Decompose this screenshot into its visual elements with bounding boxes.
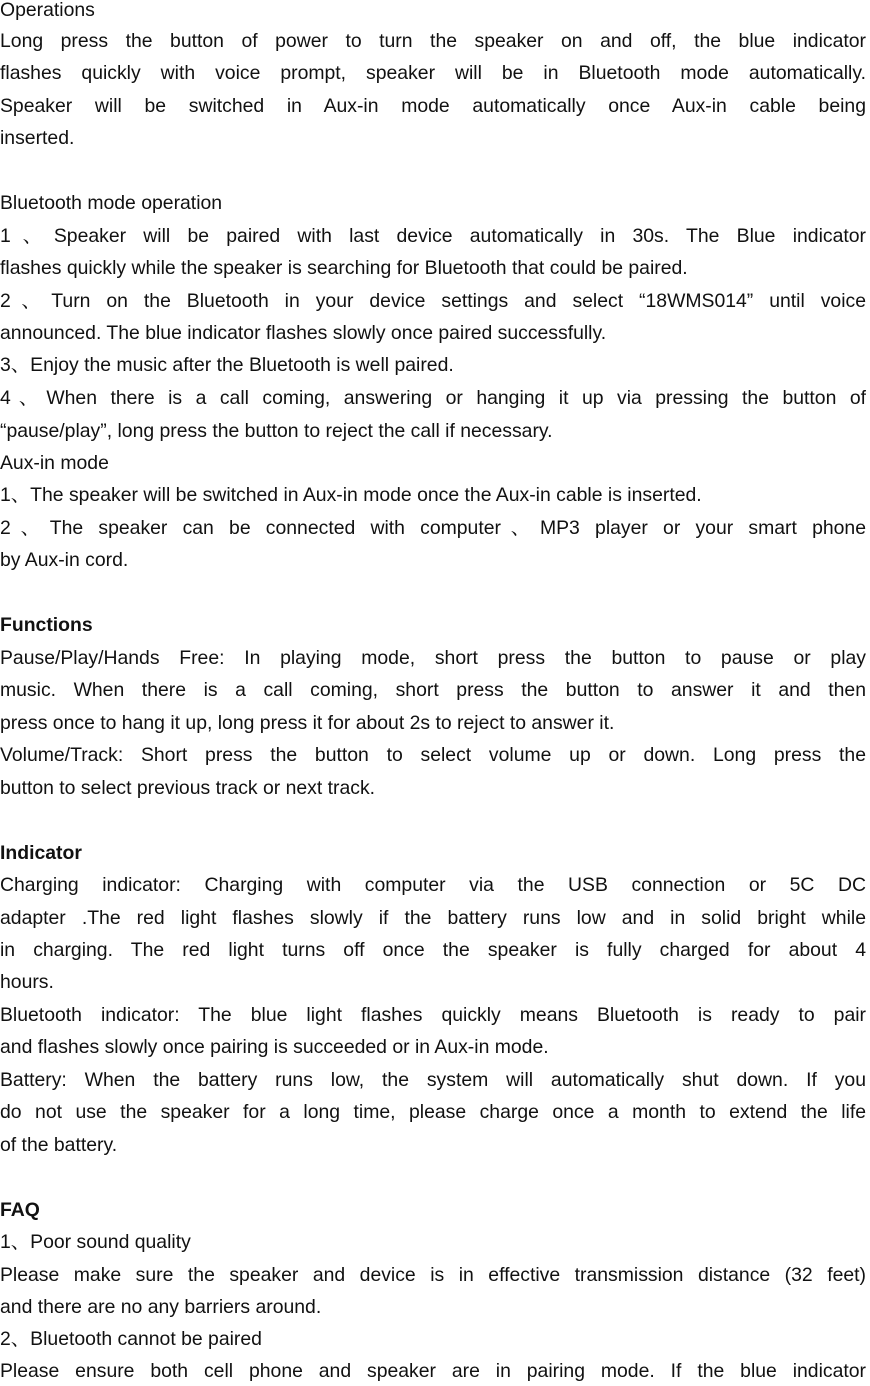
- aux-mode-line: 2、The speaker can be connected with computer、MP3 player or your smart phone: [0, 517, 866, 539]
- faq-heading: FAQ: [0, 1199, 40, 1221]
- indicator-line: Charging indicator: Charging with computer via the USB connection or 5C DC: [0, 874, 866, 896]
- indicator-line: in charging. The red light turns off once the speaker is fully charged for about 4: [0, 939, 866, 961]
- indicator-line: Bluetooth indicator: The blue light flashes quickly means Bluetooth is ready to pair: [0, 1004, 866, 1026]
- aux-mode-line: 1、The speaker will be switched in Aux-in mode once the Aux-in cable is inserted.: [0, 484, 702, 506]
- bluetooth-mode-line: 1、Speaker will be paired with last device automatically in 30s. The Blue indicator: [0, 225, 866, 247]
- bluetooth-mode-line: 3、Enjoy the music after the Bluetooth is well paired.: [0, 354, 454, 376]
- bluetooth-mode-line: 4、When there is a call coming, answering or hanging it up via pressing the button of: [0, 387, 866, 409]
- functions-line: Volume/Track: Short press the button to select volume up or down. Long press the: [0, 744, 866, 766]
- faq-line: 1、Poor sound quality: [0, 1231, 191, 1253]
- bluetooth-mode-line: announced. The blue indicator flashes slowly once paired successfully.: [0, 322, 607, 344]
- functions-line: Pause/Play/Hands Free: In playing mode, short press the button to pause or play: [0, 647, 866, 669]
- aux-mode-heading: Aux-in mode: [0, 452, 109, 474]
- operations-line: Speaker will be switched in Aux-in mode automatically once Aux-in cable being: [0, 95, 866, 117]
- bluetooth-mode-line: 2、Turn on the Bluetooth in your device settings and select “18WMS014” until voice: [0, 290, 866, 312]
- functions-line: button to select previous track or next track.: [0, 777, 376, 799]
- indicator-line: Battery: When the battery runs low, the system will automatically shut down. If you: [0, 1069, 866, 1091]
- functions-line: music. When there is a call coming, short press the button to answer it and then: [0, 679, 866, 701]
- indicator-heading: Indicator: [0, 842, 82, 864]
- indicator-line: adapter .The red light flashes slowly if the battery runs low and in solid bright while: [0, 907, 866, 929]
- operations-line: Long press the button of power to turn the speaker on and off, the blue indicator: [0, 30, 866, 52]
- bluetooth-mode-heading: Bluetooth mode operation: [0, 192, 223, 214]
- faq-line: and there are no any barriers around.: [0, 1296, 322, 1318]
- operations-heading: Operations: [0, 0, 95, 21]
- bluetooth-mode-line: flashes quickly while the speaker is searching for Bluetooth that could be paired.: [0, 257, 688, 279]
- bluetooth-mode-line: “pause/play”, long press the button to reject the call if necessary.: [0, 420, 553, 442]
- faq-line: Please ensure both cell phone and speaker are in pairing mode. If the blue indicator: [0, 1360, 866, 1382]
- operations-line: flashes quickly with voice prompt, speaker will be in Bluetooth mode automatically.: [0, 62, 866, 84]
- faq-line: Please make sure the speaker and device is in effective transmission distance (32 feet): [0, 1264, 866, 1286]
- faq-line: 2、Bluetooth cannot be paired: [0, 1328, 262, 1350]
- indicator-line: hours.: [0, 971, 54, 993]
- aux-mode-line: by Aux-in cord.: [0, 549, 129, 571]
- indicator-line: do not use the speaker for a long time, please charge once a month to extend the life: [0, 1101, 866, 1123]
- indicator-line: of the battery.: [0, 1134, 118, 1156]
- indicator-line: and flashes slowly once pairing is succeeded or in Aux-in mode.: [0, 1036, 549, 1058]
- functions-heading: Functions: [0, 614, 93, 636]
- operations-line: inserted.: [0, 127, 75, 149]
- functions-line: press once to hang it up, long press it for about 2s to reject to answer it.: [0, 712, 615, 734]
